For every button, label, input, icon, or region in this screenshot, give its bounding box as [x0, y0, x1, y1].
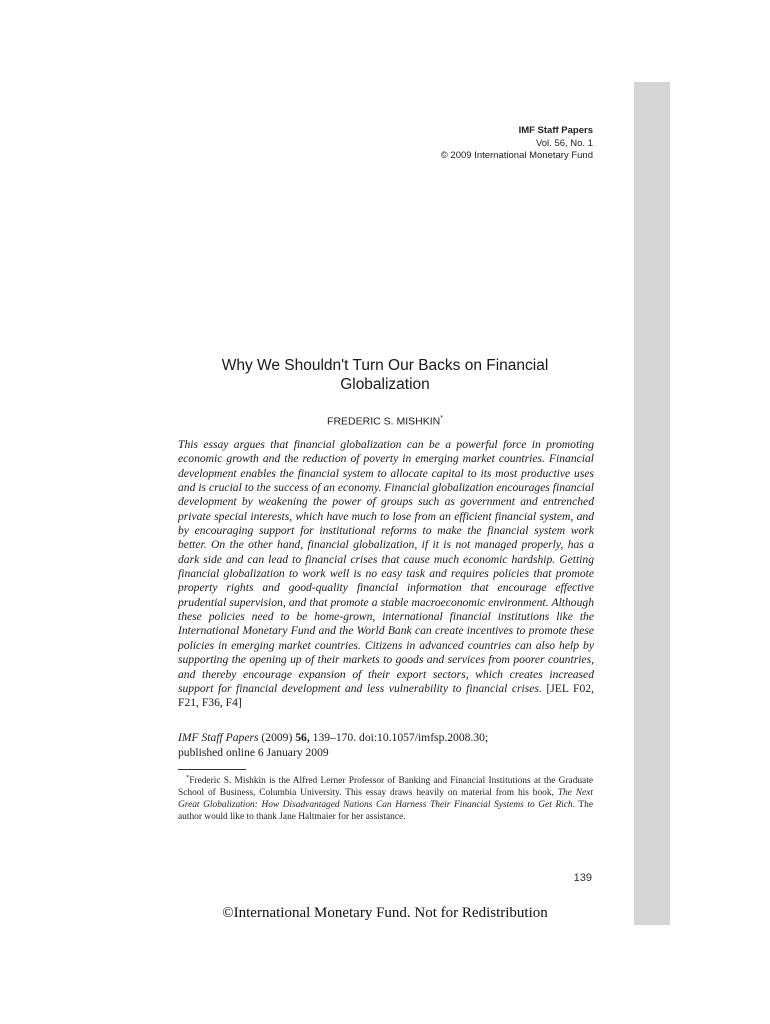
article-author: [178, 415, 592, 428]
author-footnote: [178, 775, 593, 823]
abstract: [178, 438, 594, 711]
journal-copyright: © 2009 International Monetary Fund: [440, 150, 593, 161]
page-number: 139: [573, 872, 592, 884]
journal-header: [441, 125, 593, 163]
citation-line: [178, 730, 594, 745]
author-name: FREDERIC S. MISHKIN: [327, 415, 441, 428]
footnote-text-start: Frederic S. Mishkin is the Alfred Lerner Professor of Banking and Financial Institutions at the Graduate School of Business, Columbia University. This essay draws heavily on material from his book,: [178, 776, 593, 799]
citation-doi: 139–170. doi:10.1057/imfsp.2008.30;: [312, 731, 489, 744]
journal-volume: Vol. 56, No. 1: [535, 137, 593, 149]
citation-year: (2009): [261, 731, 293, 744]
article-title: Why We Shouldn't Turn Our Backs on Financial Globalization: [221, 357, 549, 393]
scan-margin-strip: [634, 82, 670, 925]
jel-codes: [JEL F02, F21, F36, F4]: [178, 681, 594, 710]
abstract-text: This essay argues that financial globalization can be a powerful force in promoting economic growth and the reduction of poverty in emerging market countries. Financial development enables the financial system to allocate capital to its most productive uses and is crucial to the success of an economy. Financial globalization encourages financial development by weakening the power of groups such as government and entrenched private special interests, which have much to lose from an efficient financial system, and by encouraging support for institutional reforms to make the financial system work better. On the other hand, financial globalization, if it is not managed properly, has a dark side and can lead to financial crises that cause much economic hardship. Getting financial globalization to work well is no easy task and requires policies that promote property rights and good-quality financial information that encourage effective prudential supervision, and that promote a stable macroeconomic environment. Although these policies need to be home-grown, international financial institutions like the International Monetary Fund and the World Bank can create incentives to promote these policies in emerging market countries. Citizens in advanced countries can also help by supporting the opening up of their markets to goods and services from poorer countries, and thereby encourage expansion of their export sectors, which creates increased support for financial development and less vulnerability to financial crises.: [178, 438, 594, 695]
citation-volume: 56,: [295, 731, 310, 744]
citation-published: published online 6 January 2009: [178, 746, 329, 759]
footnote-divider: [178, 769, 246, 770]
journal-name: IMF Staff Papers: [518, 125, 593, 136]
citation-journal: IMF Staff Papers: [178, 731, 259, 744]
footnote-book-title: The Next Great Globalization: How Disadvantaged Nations Can Harness Their Financial Systems to Get Rich: [178, 788, 593, 811]
author-footnote-mark: *: [440, 415, 443, 422]
redistribution-stamp: ©International Monetary Fund. Not for Redistribution: [222, 905, 548, 921]
footnote-mark: *: [186, 773, 190, 781]
footnote-text-end: . The author would like to thank Jane Haltmaier for her assistance.: [178, 800, 593, 823]
citation: [178, 730, 594, 760]
